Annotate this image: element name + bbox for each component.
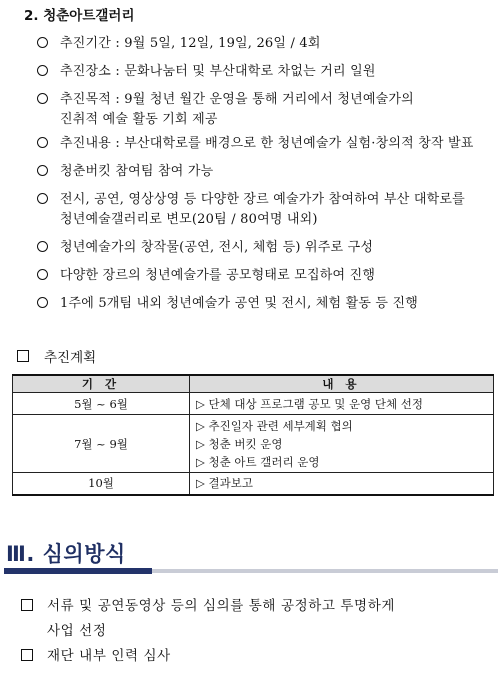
- bullet-text-line: 추진내용 : 부산대학로를 배경으로 한 청년예술가 실험·창의적 창작 발표: [60, 136, 474, 151]
- table-row: [13, 393, 494, 415]
- bullet-text-line: 청춘버킷 참여팀 참여 가능: [60, 164, 214, 179]
- row-item: ▷ 청춘 버킷 운영: [196, 436, 283, 451]
- plan-table: [12, 374, 494, 496]
- bullet-text-line: 추진목적 : 9월 청년 월간 운영을 통해 거리에서 청년예술가의: [60, 92, 414, 107]
- section-title: 2. 청춘아트갤러리: [24, 8, 135, 24]
- bullet-text-line: 전시, 공연, 영상상영 등 다양한 장르 예술가가 참여하여 부산 대학로를: [60, 192, 465, 207]
- review-item-line: 서류 및 공연동영상 등의 심의를 통해 공정하고 투명하게: [47, 598, 395, 614]
- bullet-text-line: 청년예술갤러리로 변모(20팀 / 80여명 내외): [60, 212, 318, 227]
- row-content: [190, 393, 494, 415]
- circle-bullet-icon: [37, 137, 48, 148]
- checkbox-square-icon: [21, 599, 33, 611]
- circle-bullet-icon: [37, 241, 48, 252]
- row-period: 5월 ~ 6월: [13, 393, 190, 415]
- row-item: ▷ 추진일자 관련 세부계획 협의: [196, 418, 353, 433]
- bullet-text-line: 진취적 예술 활동 기회 제공: [60, 112, 218, 127]
- row-content: [190, 473, 494, 495]
- row-item: ▷ 단체 대상 프로그램 공모 및 운영 단체 선정: [196, 396, 423, 411]
- bullet-text-line: 1주에 5개팀 내외 청년예술가 공연 및 전시, 체험 활동 등 진행: [60, 296, 419, 311]
- circle-bullet-icon: [37, 193, 48, 204]
- row-period: 10월: [13, 473, 190, 495]
- review-item-line: 사업 선정: [47, 623, 107, 639]
- header-period: 기 간: [13, 375, 190, 393]
- circle-bullet-icon: [37, 93, 48, 104]
- row-period: 7월 ~ 9월: [13, 415, 190, 473]
- table-row: [13, 415, 494, 473]
- checkbox-square-icon: [21, 649, 33, 661]
- plan-label: 추진계획: [44, 350, 97, 366]
- row-item: ▷ 청춘 아트 갤러리 운영: [196, 454, 320, 469]
- header-content: 내 용: [190, 375, 494, 393]
- bullet-text-line: 추진장소 : 문화나눔터 및 부산대학로 차없는 거리 일원: [60, 64, 376, 79]
- circle-bullet-icon: [37, 165, 48, 176]
- bullet-text-line: 청년예술가의 창작물(공연, 전시, 체험 등) 위주로 구성: [60, 240, 374, 255]
- review-item-line: 재단 내부 인력 심사: [47, 648, 171, 664]
- heading-underline-light: [152, 569, 498, 573]
- bullet-text-line: 추진기간 : 9월 5일, 12일, 19일, 26일 / 4회: [60, 36, 321, 51]
- heading-underline-dark: [4, 568, 152, 574]
- table-header-row: [13, 375, 494, 393]
- circle-bullet-icon: [37, 65, 48, 76]
- circle-bullet-icon: [37, 297, 48, 308]
- checkbox-square-icon: [17, 350, 29, 362]
- bullet-text-line: 다양한 장르의 청년예술가를 공모형태로 모집하여 진행: [60, 268, 376, 283]
- row-content: [190, 415, 494, 473]
- table-row: [13, 473, 494, 495]
- section-heading: Ⅲ. 심의방식: [6, 542, 126, 566]
- row-item: ▷ 결과보고: [196, 476, 253, 491]
- circle-bullet-icon: [37, 269, 48, 280]
- circle-bullet-icon: [37, 37, 48, 48]
